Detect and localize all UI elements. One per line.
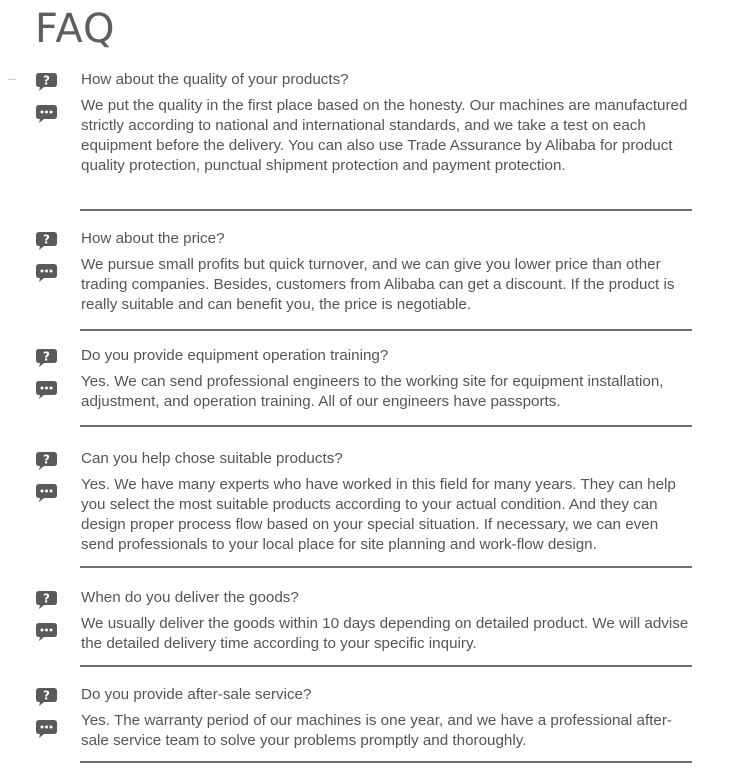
svg-text:?: ? <box>43 688 50 703</box>
question-bubble-icon <box>36 688 57 706</box>
question-bubble-icon <box>36 73 57 91</box>
faq-answer: We usually deliver the goods within 10 days depending on detailed product. We will advise the detailed delivery time according to your specific inquiry. <box>81 615 689 652</box>
faq-divider <box>80 329 692 331</box>
question-bubble-icon <box>36 232 57 250</box>
faq-answer: Yes. The warranty period of our machines is one year, and we have a professional after-sale service team to solve your problems promptly and thoroughly. <box>81 712 672 749</box>
faq-item <box>0 70 750 176</box>
faq-question: When do you deliver the goods? <box>81 589 299 606</box>
faq-item <box>0 449 750 555</box>
faq-question: Do you provide equipment operation training? <box>81 347 389 364</box>
faq-question: How about the price? <box>81 230 225 247</box>
faq-divider <box>80 566 692 568</box>
faq-divider <box>80 209 692 211</box>
svg-text:?: ? <box>43 591 50 606</box>
question-bubble-icon <box>36 452 57 470</box>
svg-text:?: ? <box>43 232 50 247</box>
chat-bubble-icon <box>36 381 57 399</box>
chat-bubble-icon <box>36 720 57 738</box>
svg-text:?: ? <box>43 73 50 88</box>
svg-text:?: ? <box>43 452 50 467</box>
faq-question: Can you help chose suitable products? <box>81 450 343 467</box>
chat-bubble-icon <box>36 264 57 282</box>
faq-answer: We put the quality in the first place based on the honesty. Our machines are manufactured strictly according to national and international standards, and we take a test on each equipment before the delivery. You can also use Trade Assurance by Alibaba for product quality protection, punctual shipment protection and payment protection. <box>81 97 688 174</box>
page-title: FAQ <box>35 6 116 52</box>
faq-item <box>0 229 750 315</box>
faq-question: Do you provide after-sale service? <box>81 686 312 703</box>
faq-answer: We pursue small profits but quick turnover, and we can give you lower price than other trading companies. Besides, customers from Alibaba can get a discount. If the product is really suitable and can benefit you, the price is negotiable. <box>81 256 675 313</box>
chat-bubble-icon <box>36 623 57 641</box>
svg-text:?: ? <box>43 349 50 364</box>
faq-item <box>0 588 750 654</box>
question-bubble-icon <box>36 349 57 367</box>
faq-divider <box>80 425 692 427</box>
question-bubble-icon <box>36 591 57 609</box>
faq-divider <box>80 665 692 667</box>
faq-item <box>0 685 750 751</box>
faq-question: How about the quality of your products? <box>81 71 349 88</box>
faq-answer: Yes. We have many experts who have worked in this field for many years. They can help you select the most suitable products according to your actual condition. And they can design proper process flow based on your special situation. If necessary, we can even send professionals to your local place for site planning and work-flow design. <box>81 476 676 553</box>
faq-item <box>0 346 750 412</box>
faq-answer: Yes. We can send professional engineers to the working site for equipment installation, adjustment, and operation training. All of our engineers have passports. <box>81 373 664 410</box>
chat-bubble-icon <box>36 105 57 123</box>
faq-divider <box>80 761 692 763</box>
chat-bubble-icon <box>36 484 57 502</box>
